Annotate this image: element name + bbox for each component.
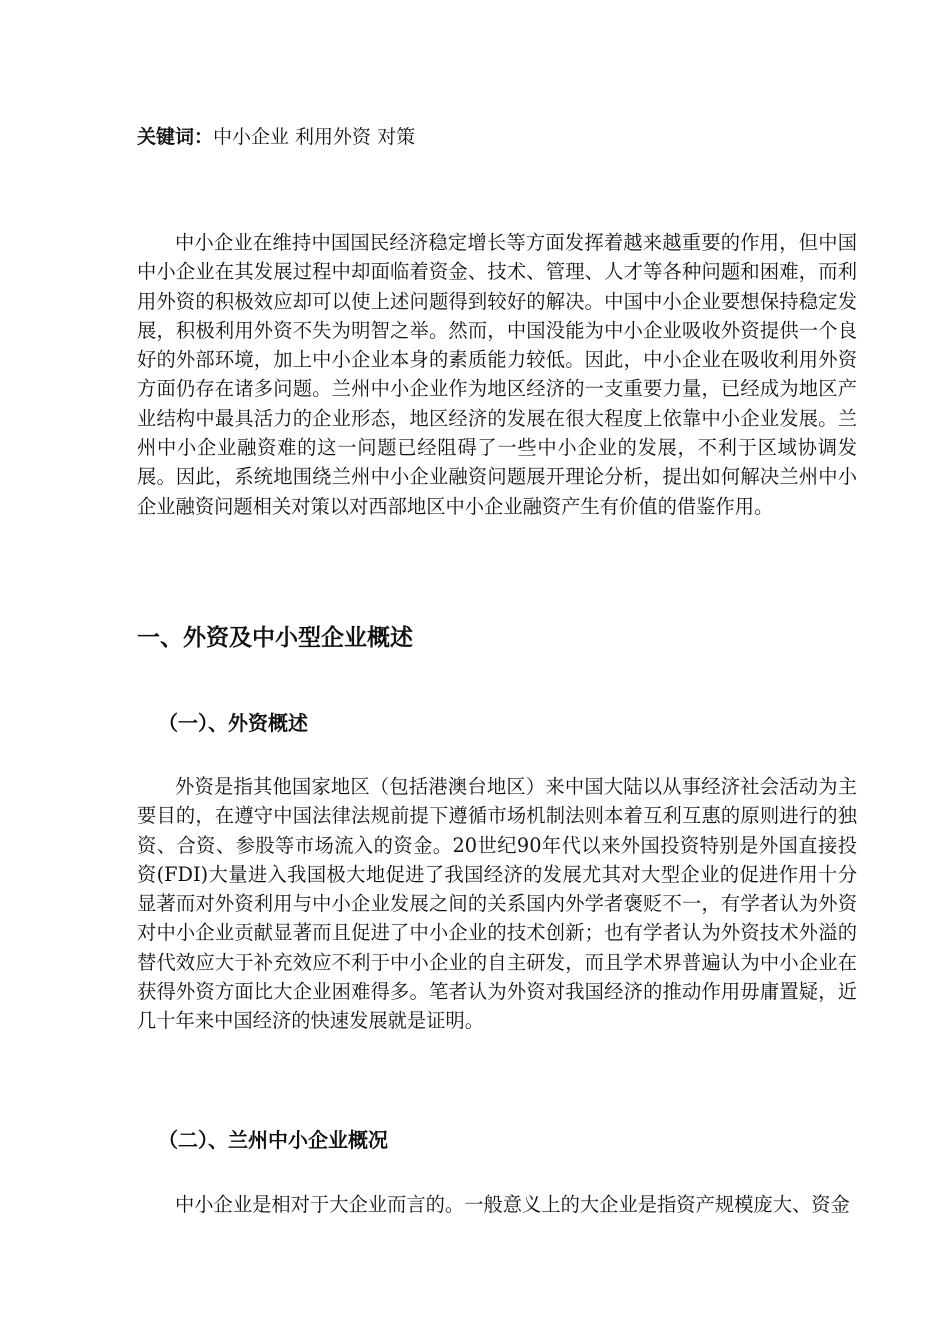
keywords-label: 关键词：	[137, 126, 214, 148]
subsection-heading-foreign-capital: （一）、外资概述	[158, 711, 308, 735]
keywords-line	[137, 124, 415, 150]
foreign-capital-paragraph: 外资是指其他国家地区（包括港澳台地区）来中国大陆以从事经济社会活动为主要目的，在遵守中国法律法规前提下遵循市场机制法则本着互利互惠的原则进行的独资、合资、参股等市场流入的资金。20世纪90年代以来外国投资特别是外国直接投资(FDI)大量进入我国极大地促进了我国经济的发展尤其对大型企业的促进作用十分显著而对外资利用与中小企业发展之间的关系国内外学者褒贬不一，有学者认为外资对中小企业贡献显著而且促进了中小企业的技术创新；也有学者认为外资技术外溢的替代效应大于补充效应不利于中小企业的自主研发，而且学术界普遍认为中小企业在获得外资方面比大企业困难得多。笔者认为外资对我国经济的推动作用毋庸置疑，近几十年来中国经济的快速发展就是证明。	[137, 775, 857, 1033]
sme-intro-paragraph: 中小企业是相对于大企业而言的。一般意义上的大企业是指资产规模庞大、资金	[175, 1193, 850, 1216]
subsection-heading-lanzhou-sme: （二）、兰州中小企业概况	[158, 1128, 388, 1152]
intro-paragraph: 中小企业在维持中国国民经济稳定增长等方面发挥着越来越重要的作用，但中国中小企业在其发展过程中却面临着资金、技术、管理、人才等各种问题和困难，而利用外资的积极效应却可以使上述问题得到较好的解决。中国中小企业要想保持稳定发展，积极利用外资不失为明智之举。然而，中国没能为中小企业吸收外资提供一个良好的外部环境，加上中小企业本身的素质能力较低。因此，中小企业在吸收利用外资方面仍存在诸多问题。兰州中小企业作为地区经济的一支重要力量，已经成为地区产业结构中最具活力的企业形态，地区经济的发展在很大程度上依靠中小企业发展。兰州中小企业融资难的这一问题已经阻碍了一些中小企业的发展，不利于区域协调发展。因此，系统地围绕兰州中小企业融资问题展开理论分析，提出如何解决兰州中小企业融资问题相关对策以对西部地区中小企业融资产生有价值的借鉴作用。	[137, 231, 857, 518]
keywords-terms: 中小企业 利用外资 对策	[213, 126, 416, 148]
section-heading-1: 一、外资及中小型企业概述	[137, 625, 413, 651]
